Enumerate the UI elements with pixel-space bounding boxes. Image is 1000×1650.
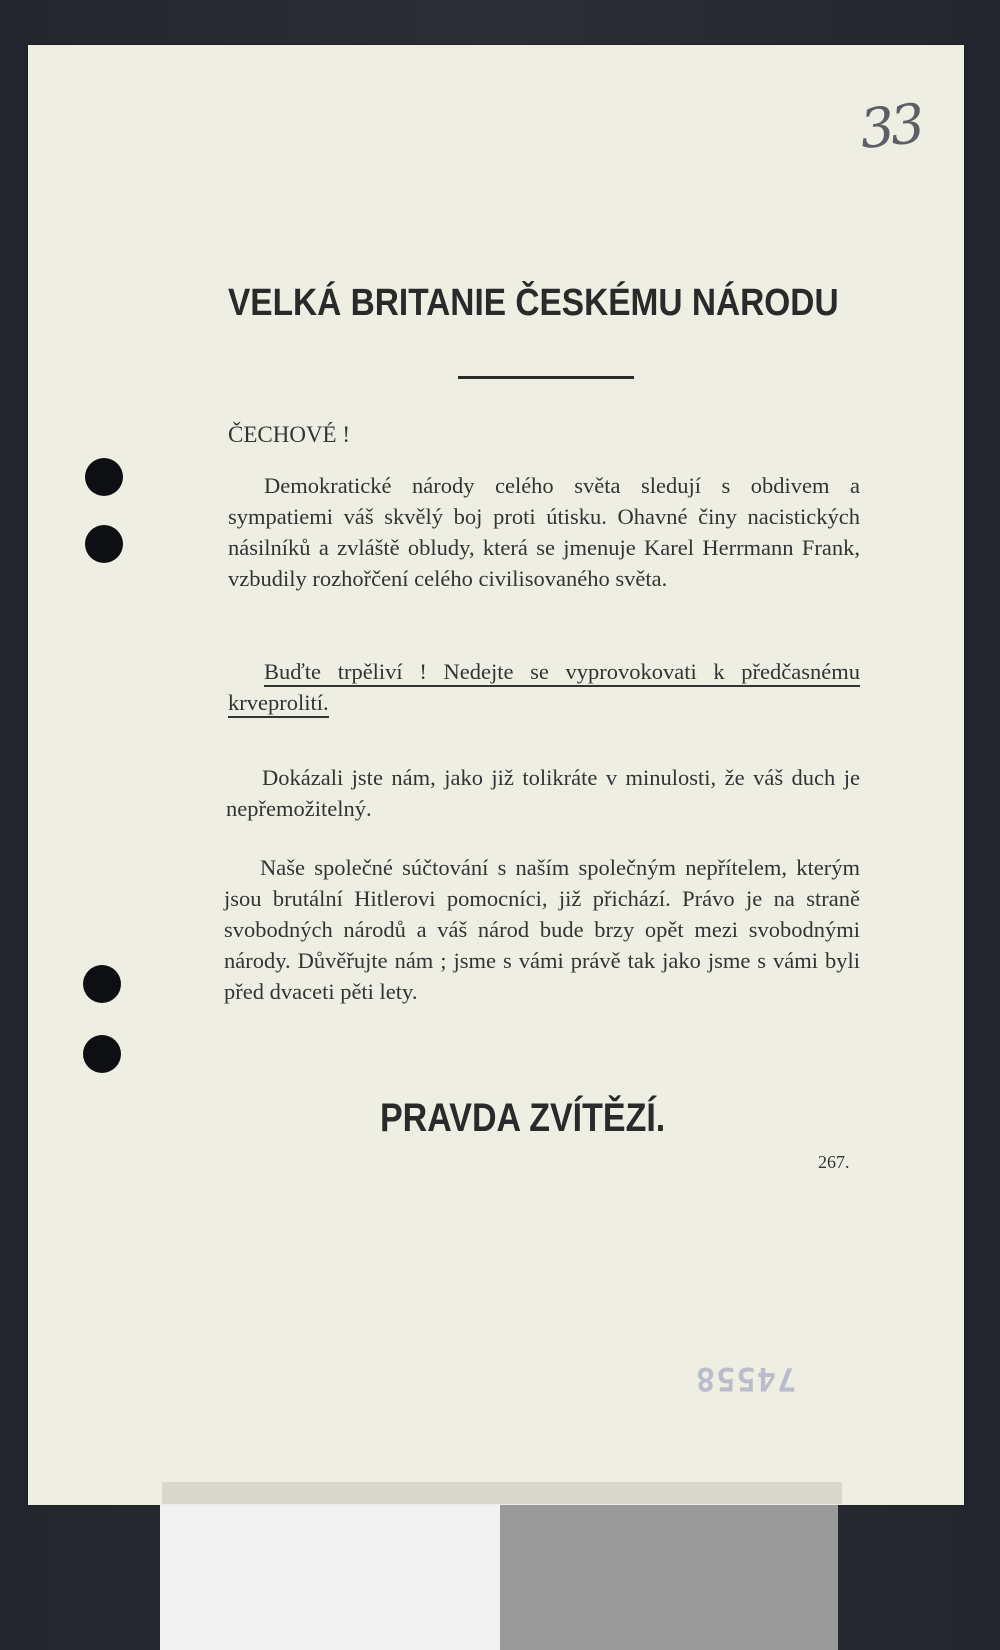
- paragraph-4-text: Naše společné súčtování s naším společným nepřítelem, kterým jsou brutální Hitlerovi pomocníci, již přichází. Právo je na straně svobodných národů a váš národ bude brzy opět mezi svobodnými národy. Důvěřujte nám ; jsme s vámi právě tak jako jsme s vámi byli před dvaceti pěti lety.: [224, 855, 860, 1004]
- paragraph-3-text: Dokázali jste nám, jako již tolikráte v minulosti, že váš duch je nepřemožitelný.: [226, 765, 860, 821]
- punch-hole: [85, 525, 123, 563]
- leaflet-page: [28, 45, 964, 1505]
- title-divider: [458, 376, 634, 379]
- punch-hole: [85, 458, 123, 496]
- handwritten-folio-number: 33: [856, 91, 924, 162]
- paragraph-1-text: Demokratické národy celého světa sledují s obdivem a sympatiemi váš skvělý boj proti útisku. Ohavné činy nacistických násilníků a zvláště obludy, která se jmenuje Karel Herrmann Frank, vzbudily rozhořčení celého civilisovaného světa.: [228, 473, 860, 591]
- print-code: 267.: [818, 1152, 850, 1172]
- paragraph-3: [226, 762, 860, 824]
- punch-hole: [83, 1035, 121, 1073]
- mount-strip: [162, 1482, 842, 1504]
- calibration-card-white: [160, 1505, 500, 1650]
- punch-hole: [83, 965, 121, 1003]
- closing-slogan: PRAVDA ZVÍTĚZÍ.: [380, 1096, 666, 1140]
- salutation: ČECHOVÉ !: [228, 422, 351, 447]
- paragraph-2: [228, 656, 860, 718]
- paragraph-1: [228, 470, 860, 594]
- paragraph-2-text: Buďte trpěliví ! Nedejte se vyprovokovati k předčasnému krveprolití.: [228, 659, 860, 718]
- archive-stamp: 74558: [695, 1360, 797, 1398]
- paragraph-4: [224, 852, 860, 1007]
- calibration-card-grey: [500, 1505, 838, 1650]
- leaflet-title: VELKÁ BRITANIE ČESKÉMU NÁRODU: [228, 282, 839, 324]
